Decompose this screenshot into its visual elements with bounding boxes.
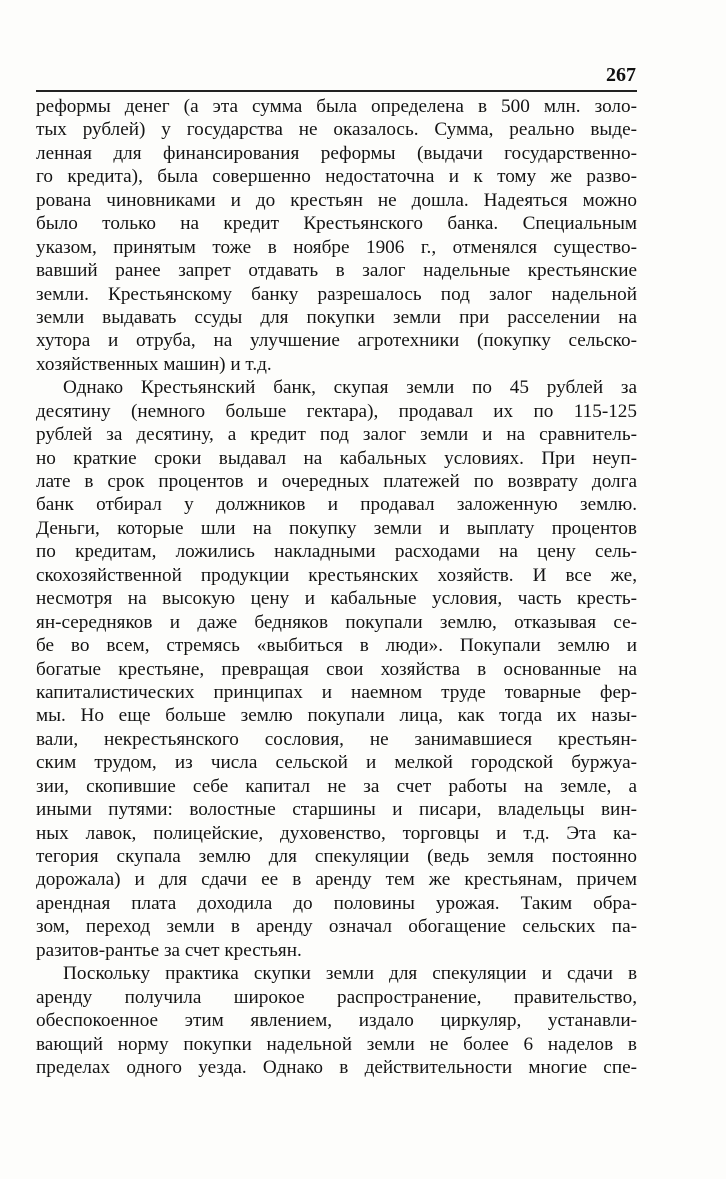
text-line: арендная плата доходила до половины урожая. Таким обра- xyxy=(36,892,637,914)
text-line: реформы денег (а эта сумма была определена в 500 млн. золо- xyxy=(36,96,637,117)
text-line: ским трудом, из числа сельской и мелкой городской буржуа- xyxy=(36,752,637,774)
text-line: по кредитам, ложились накладными расходами на цену сель- xyxy=(36,541,637,563)
text-line: вающий норму покупки надельной земли не более 6 наделов в xyxy=(36,1033,637,1055)
text-line: богатые крестьяне, превращая свои хозяйства в основанные на xyxy=(36,658,637,680)
text-line: Поскольку практика скупки земли для спекуляции и сдачи в xyxy=(63,963,637,985)
text-line: вали, некрестьянского сословия, не занимавшиеся крестьян- xyxy=(36,728,637,750)
text-line: ленная для финансирования реформы (выдачи государственно- xyxy=(36,142,637,164)
text-line: но краткие сроки выдавал на кабальных условиях. При неуп- xyxy=(36,447,637,469)
text-line: разитов-рантье за счет крестьян. xyxy=(36,939,302,961)
text-line: хутора и отруба, на улучшение агротехники (покупку сельско- xyxy=(36,330,637,352)
text-line: зом, переход земли в аренду означал обогащение сельских па- xyxy=(36,916,637,938)
text-line: скохозяйственной продукции крестьянских хозяйств. И все же, xyxy=(36,564,637,586)
text-line: пределах одного уезда. Однако в действительности многие спе- xyxy=(36,1056,637,1078)
text-line: аренду получила широкое распространение, правительство, xyxy=(36,986,637,1008)
text-line: ных лавок, полицейские, духовенство, торговцы и т.д. Эта ка- xyxy=(36,822,637,844)
body-text xyxy=(36,95,637,1079)
text-line: бе во всем, стремясь «выбиться в люди». Покупали землю и xyxy=(36,635,637,657)
text-line: хозяйственных машин) и т.д. xyxy=(36,353,272,375)
text-line: Однако Крестьянский банк, скупая земли по 45 рублей за xyxy=(63,377,637,399)
text-line: вавший ранее запрет отдавать в залог надельные крестьянские xyxy=(36,260,637,282)
text-line: земли выдавать ссуды для покупки земли при расселении на xyxy=(36,306,637,328)
text-line: рована чиновниками и до крестьян не дошла. Надеяться можно xyxy=(36,189,637,211)
text-line: обеспокоенное этим явлением, издало циркуляр, устанавли- xyxy=(36,1010,637,1032)
text-line: го кредита), была совершенно недостаточна и к тому же разво- xyxy=(36,166,637,188)
text-line: земли. Крестьянскому банку разрешалось под залог надельной xyxy=(36,283,637,305)
header-rule xyxy=(36,90,637,92)
page-number: 267 xyxy=(606,64,636,86)
text-line: зии, скопившие себе капитал не за счет работы на земле, а xyxy=(36,775,637,797)
text-line: банк отбирал у должников и продавал заложенную землю. xyxy=(36,494,637,516)
text-line: тегория скупала землю для спекуляции (ведь земля постоянно xyxy=(36,846,637,867)
text-line: указом, принятым тоже в ноябре 1906 г., отменялся существо- xyxy=(36,236,637,258)
text-line: Деньги, которые шли на покупку земли и выплату процентов xyxy=(36,517,637,539)
text-line: было только на кредит Крестьянского банка. Специальным xyxy=(36,213,637,235)
text-line: ян-середняков и даже бедняков покупали землю, отказывая се- xyxy=(36,611,637,633)
text-line: дорожала) и для сдачи ее в аренду тем же крестьянам, причем xyxy=(36,869,637,891)
text-line: десятину (немного больше гектара), продавал их по 115-125 xyxy=(36,400,637,422)
text-line: капиталистических принципах и наемном труде товарные фер- xyxy=(36,681,637,703)
text-line: лате в срок процентов и очередных платежей по возврату долга xyxy=(36,471,637,492)
text-line: мы. Но еще больше землю покупали лица, как тогда их назы- xyxy=(36,705,637,727)
text-line: тых рублей) у государства не оказалось. Сумма, реально выде- xyxy=(36,119,637,141)
text-line: рублей за десятину, а кредит под залог земли и на сравнитель- xyxy=(36,424,637,446)
text-line: иными путями: волостные старшины и писари, владельцы вин- xyxy=(36,799,637,821)
text-line: несмотря на высокую цену и кабальные условия, часть кресть- xyxy=(36,588,637,610)
